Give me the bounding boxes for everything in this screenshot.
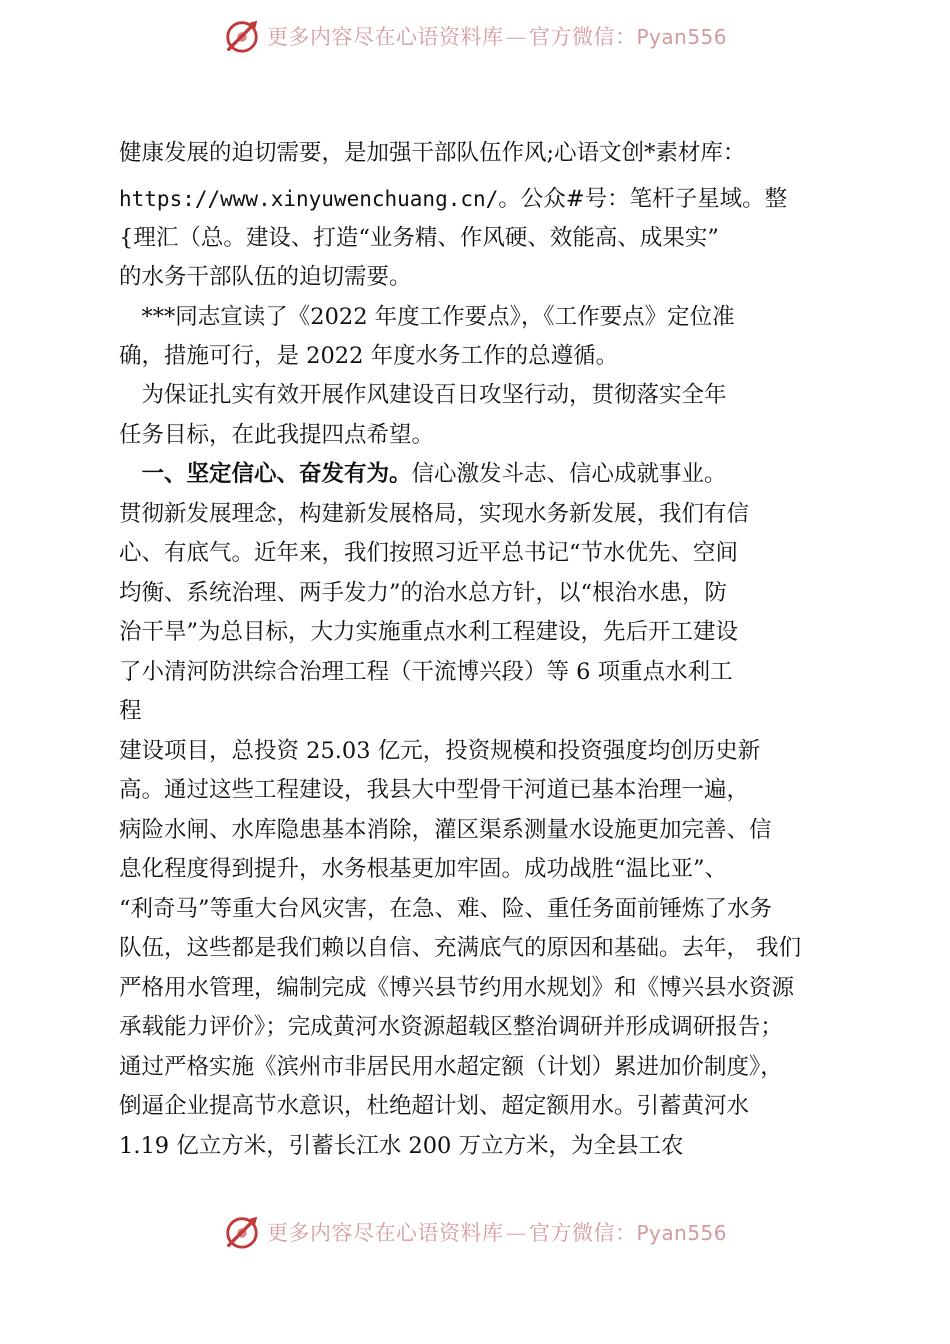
text-line: 贯彻新发展理念，构建新发展格局，实现水务新发展，我们有信 [119,501,750,527]
text-segment: 信心激发斗志、信心成就事业。 [411,461,727,487]
text-line: 确，措施可行，是 2022 年度水务工作的总遵循。 [119,343,619,369]
header-watermark-text [267,21,727,51]
footer-watermark-text [267,1217,727,1247]
text-line: {理汇（总。建设、打造“业务精、作风硬、效能高、成果实” [119,225,719,251]
text-line: 心、有底气。近年来，我们按照习近平总书记“节水优先、空间 [119,540,739,566]
text-line: 息化程度得到提升，水务根基更加牢固。成功战胜“温比亚”、 [119,856,728,882]
text-line [119,459,727,489]
text-line: 为保证扎实有效开展作风建设百日攻坚行动，贯彻落实全年 [119,382,727,408]
text-line: “利奇马”等重大台风灾害，在急、难、险、重任务面前锤炼了水务 [119,896,773,922]
text-line: 病险水闸、水库隐患基本消除，灌区渠系测量水设施更加完善、信 [119,817,772,843]
text-line: 均衡、系统治理、两手发力”的治水总方针，以“根治水患，防 [119,580,728,606]
text-line: 的水务干部队伍的迫切需要。 [119,264,412,290]
text-line: 程 [119,698,142,724]
header-contact-id: Pyan556 [636,25,727,49]
header-contact-label: 官方微信： [528,25,637,49]
text-line: ***同志宣读了《2022 年度工作要点》，《工作要点》定位准 [119,304,735,330]
footer-contact-id: Pyan556 [636,1221,727,1245]
header-watermark-banner [0,14,950,58]
text-line: 建设项目，总投资 25.03 亿元，投资规模和投资强度均创历史新 [119,738,761,764]
website-url: https://www.xinyuwenchuang.cn/ [119,187,499,211]
text-line: 倒逼企业提高节水意识，杜绝超计划、超定额用水。引蓄黄河水 [119,1093,750,1119]
text-line: 承载能力评价》；完成黄河水资源超载区整治调研并形成调研报告； [119,1014,783,1040]
footer-contact-label: 官方微信： [528,1221,637,1245]
text-line [119,184,787,214]
text-line: 任务目标，在此我提四点希望。 [119,422,435,448]
header-brand-text: 更多内容尽在心语资料库 [266,25,504,49]
text-line: 1.19 亿立方米，引蓄长江水 200 万立方米，为全县工农 [119,1133,684,1159]
text-line: 治干旱”为总目标，大力实施重点水利工程建设，先后开工建设 [119,619,739,645]
footer-dash: — [505,1221,527,1245]
text-line: 了小清河防洪综合治理工程（干流博兴段）等 6 项重点水利工 [119,659,733,685]
text-segment: 。公众#号：笔杆子星域。整 [498,186,788,212]
text-line: 队伍，这些都是我们赖以自信、充满底气的原因和基础。去年， 我们 [119,935,802,961]
text-line: 严格用水管理，编制完成《博兴县节约用水规划》和《博兴县水资源 [119,975,795,1001]
text-line: 通过严格实施《滨州市非居民用水超定额（计划）累进加价制度》， [119,1054,783,1080]
footer-brand-text: 更多内容尽在心语资料库 [266,1221,504,1245]
brush-logo-icon [223,1213,261,1251]
header-dash: — [505,25,527,49]
section-heading: 一、坚定信心、奋发有为。 [119,461,412,487]
brush-logo-icon [223,17,261,55]
text-line: 高。通过这些工程建设，我县大中型骨干河道已基本治理一遍， [119,777,750,803]
footer-watermark-banner [0,1210,950,1254]
text-line: 健康发展的迫切需要，是加强干部队伍作风;心语文创*素材库： [119,140,746,166]
